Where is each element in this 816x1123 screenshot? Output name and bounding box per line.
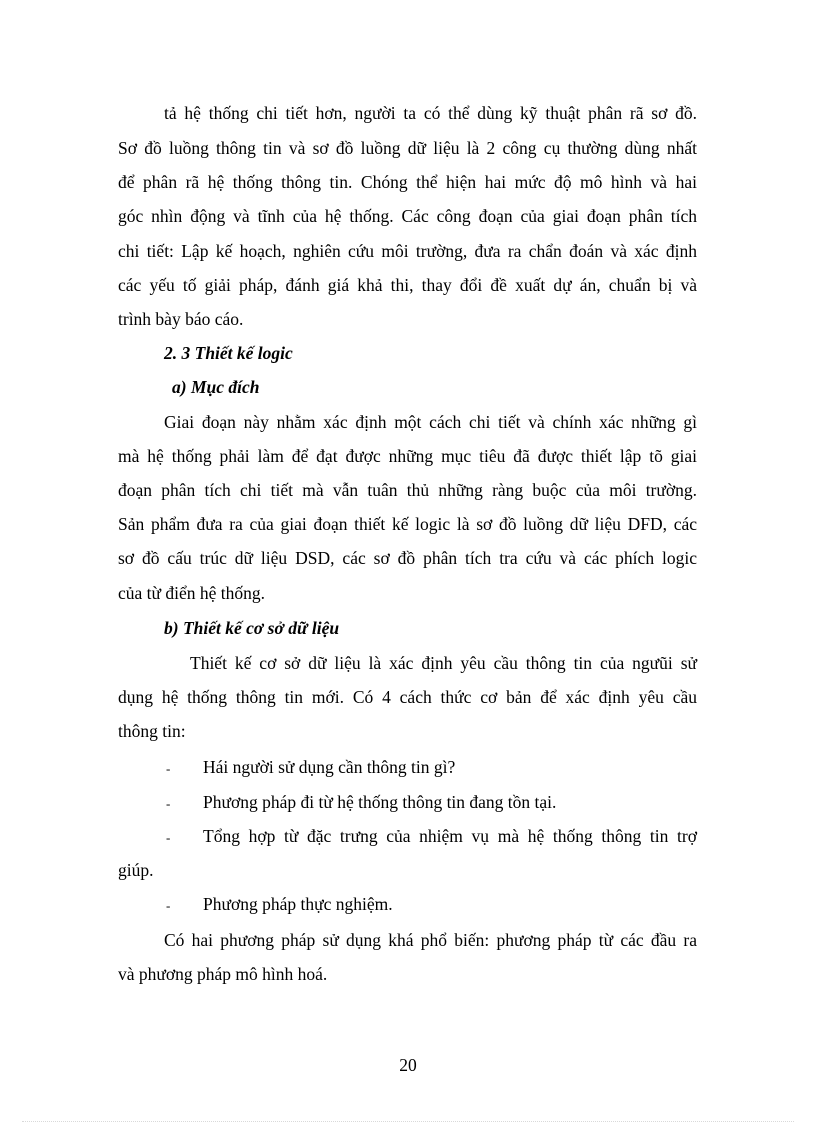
para2-line-1: Giai đoạn này nhằm xác định một cách chi tiết và chính xác những gì — [164, 412, 697, 432]
para4-line-1: Có hai phương pháp sử dụng khá phổ biến: phương pháp từ các đầu ra — [164, 930, 697, 950]
para2-line-3: đoạn phân tích chi tiết mà vẫn tuân thủ những ràng buộc của môi trường. — [118, 480, 697, 500]
bullet-item-2: Phương pháp đi từ hệ thống thông tin đang tồn tại. — [203, 792, 557, 812]
para2-line-2: mà hệ thống phải làm để đạt được những mục tiêu đã được thiết lập tõ giai — [118, 446, 697, 466]
page-number: 20 — [399, 1055, 417, 1075]
para1-line-6: các yếu tố giải pháp, đánh giá khả thi, thay đổi đề xuất dự án, chuẩn bị và — [118, 275, 697, 295]
para3-line-3: thông tin: — [118, 721, 186, 741]
para1-line-1: tả hệ thống chi tiết hơn, người ta có thể dùng kỹ thuật phân rã sơ đồ. — [164, 103, 697, 123]
section-heading-2-3: 2. 3 Thiết kế logic — [164, 343, 293, 363]
para1-line-2: Sơ đồ luồng thông tin và sơ đồ luồng dữ liệu là 2 công cụ thường dùng nhất — [118, 138, 697, 158]
bullet-dash: - — [166, 761, 171, 776]
bullet-item-4: Phương pháp thực nghiệm. — [203, 894, 393, 914]
page-edge-rule — [22, 1121, 794, 1122]
para2-line-5: sơ đồ cấu trúc dữ liệu DSD, các sơ đồ phân tích tra cứu và các phích logic — [118, 548, 697, 568]
para1-line-7: trình bày báo cáo. — [118, 309, 244, 329]
bullet-dash: - — [166, 830, 171, 845]
para2-line-6: của từ điển hệ thống. — [118, 583, 266, 603]
bullet-dash: - — [166, 898, 171, 913]
para1-line-3: để phân rã hệ thống thông tin. Chóng thể hiện hai mức độ mô hình và hai — [118, 172, 697, 192]
para1-line-5: chi tiết: Lập kế hoạch, nghiên cứu môi trường, đưa ra chẩn đoán và xác định — [118, 241, 697, 261]
para1-line-4: góc nhìn động và tĩnh của hệ thống. Các công đoạn của giai đoạn phân tích — [118, 206, 697, 226]
bullet-dash: - — [166, 796, 171, 811]
subheading-b: b) Thiết kế cơ sở dữ liệu — [164, 618, 340, 638]
bullet-item-3: Tổng hợp từ đặc trưng của nhiệm vụ mà hệ thống thông tin trợ — [203, 826, 697, 846]
bullet-item-1: Hái người sử dụng cần thông tin gì? — [203, 757, 456, 777]
bullet-item-3-continued: giúp. — [118, 860, 154, 880]
para3-line-1: Thiết kế cơ sở dữ liệu là xác định yêu cầu thông tin của ngưũi sử — [190, 653, 697, 673]
para2-line-4: Sản phẩm đưa ra của giai đoạn thiết kế logic là sơ đồ luồng dữ liệu DFD, các — [118, 514, 697, 534]
para4-line-2: và phương pháp mô hình hoá. — [118, 964, 328, 984]
subheading-a: a) Mục đích — [172, 377, 260, 397]
para3-line-2: dụng hệ thống thông tin mới. Có 4 cách thức cơ bản để xác định yêu cầu — [118, 687, 697, 707]
